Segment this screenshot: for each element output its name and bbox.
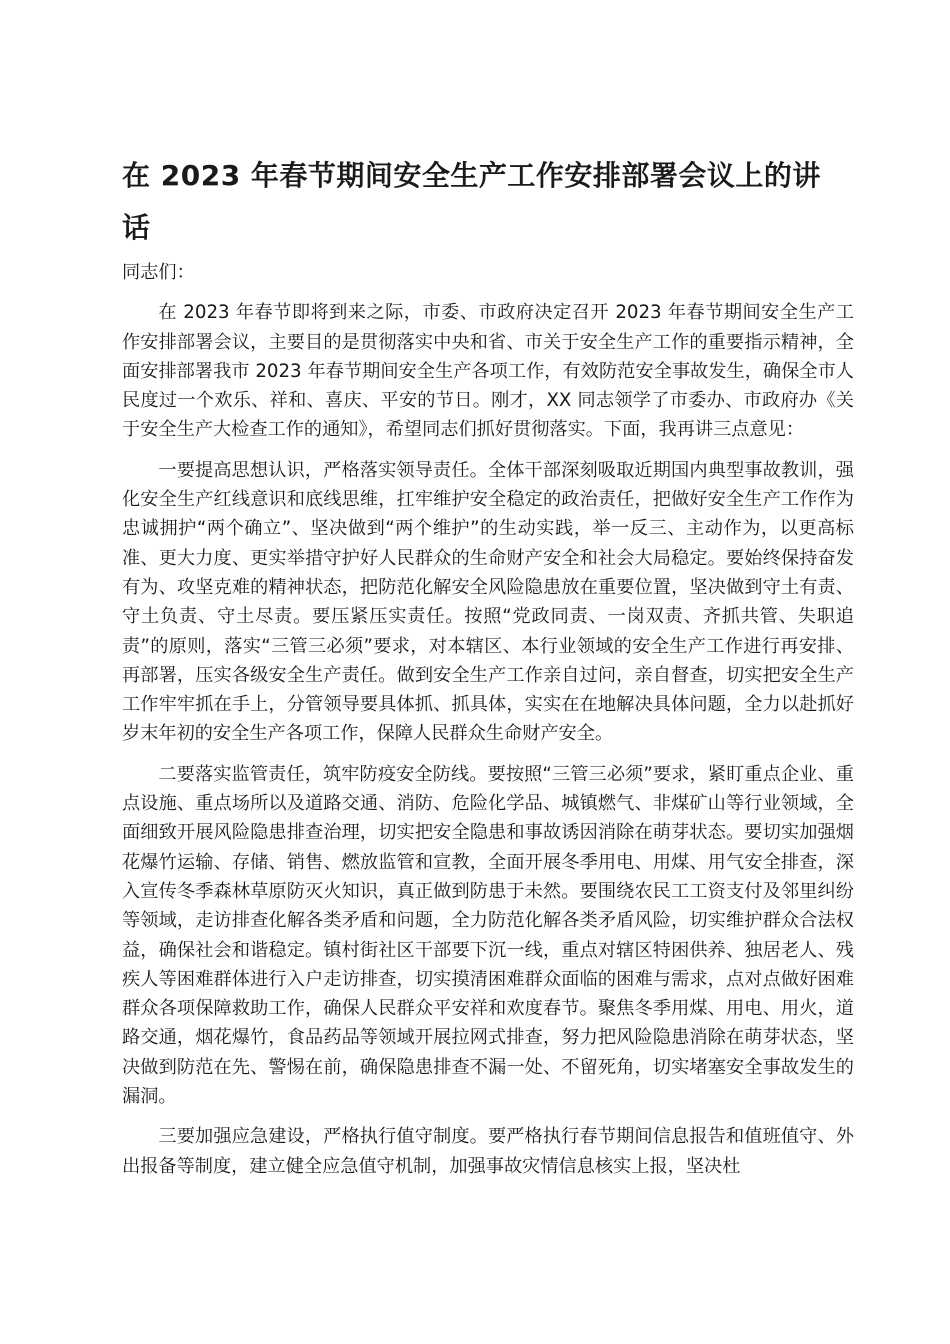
paragraph-point-one: 一要提高思想认识，严格落实领导责任。全体干部深刻吸取近期国内典型事故教训，强化安全生产红线意识和底线思维，扛牢维护安全稳定的政治责任，把做好安全生产工作作为忠诚拥护“两个确立”、坚决做到“两个维护”的生动实践，举一反三、主动作为，以更高标准、更大力度、更实举措守护好人民群众的生命财产安全和社会大局稳定。要始终保持奋发有为、攻坚克难的精神状态，把防范化解安全风险隐患放在重要位置，坚决做到守土有责、守土负责、守土尽责。要压紧压实责任。按照“党政同责、一岗双责、齐抓共管、失职追责”的原则，落实“三管三必须”要求，对本辖区、本行业领域的安全生产工作进行再安排、再部署，压实各级安全生产责任。做到安全生产工作亲自过问，亲自督查，切实把安全生产工作牢牢抓在手上，分管领导要具体抓、抓具体，实实在在地解决具体问题，全力以赴抓好岁末年初的安全生产各项工作，保障人民群众生命财产安全。 bbox=[122, 459, 854, 745]
paragraph-point-two: 二要落实监管责任，筑牢防疫安全防线。要按照“三管三必须”要求，紧盯重点企业、重点设施、重点场所以及道路交通、消防、危险化学品、城镇燃气、非煤矿山等行业领域，全面细致开展风险隐患排查治理，切实把安全隐患和事故诱因消除在萌芽状态。要切实加强烟花爆竹运输、存储、销售、燃放监管和宣教，全面开展冬季用电、用煤、用气安全排查，深入宣传冬季森林草原防灭火知识，真正做到防患于未然。要围绕农民工工资支付及邻里纠纷等领域，走访排查化解各类矛盾和问题，全力防范化解各类矛盾风险，切实维护群众合法权益，确保社会和谐稳定。镇村街社区干部要下沉一线，重点对辖区特困供养、独居老人、残疾人等困难群体进行入户走访排查，切实摸清困难群众面临的困难与需求，点对点做好困难群众各项保障救助工作，确保人民群众平安祥和欢度春节。聚焦冬季用煤、用电、用火，道路交通，烟花爆竹，食品药品等领域开展拉网式排查，努力把风险隐患消除在萌芽状态，坚决做到防范在先、警惕在前，确保隐患排查不漏一处、不留死角，切实堵塞安全事故发生的漏洞。 bbox=[122, 763, 854, 1108]
document-body bbox=[122, 258, 854, 1192]
document-title: 在 2023 年春节期间安全生产工作安排部署会议上的讲话 bbox=[122, 159, 821, 244]
paragraph-point-three: 三要加强应急建设，严格执行值守制度。要严格执行春节期间信息报告和值班值守、外出报备等制度，建立健全应急值守机制，加强事故灾情信息核实上报，坚决杜 bbox=[122, 1126, 854, 1177]
salutation: 同志们： bbox=[122, 262, 195, 283]
paragraph-intro: 在 2023 年春节即将到来之际，市委、市政府决定召开 2023 年春节期间安全生产工作安排部署会议，主要目的是贯彻落实中央和省、市关于安全生产工作的重要指示精神，全面安排部署我市 2023 年春节期间安全生产各项工作，有效防范安全事故发生，确保全市人民度过一个欢乐、祥和、喜庆、平安的节日。刚才，XX 同志领学了市委办、市政府办《关于安全生产大检查工作的通知》，希望同志们抓好贯彻落实。下面，我再讲三点意见： bbox=[122, 302, 854, 441]
